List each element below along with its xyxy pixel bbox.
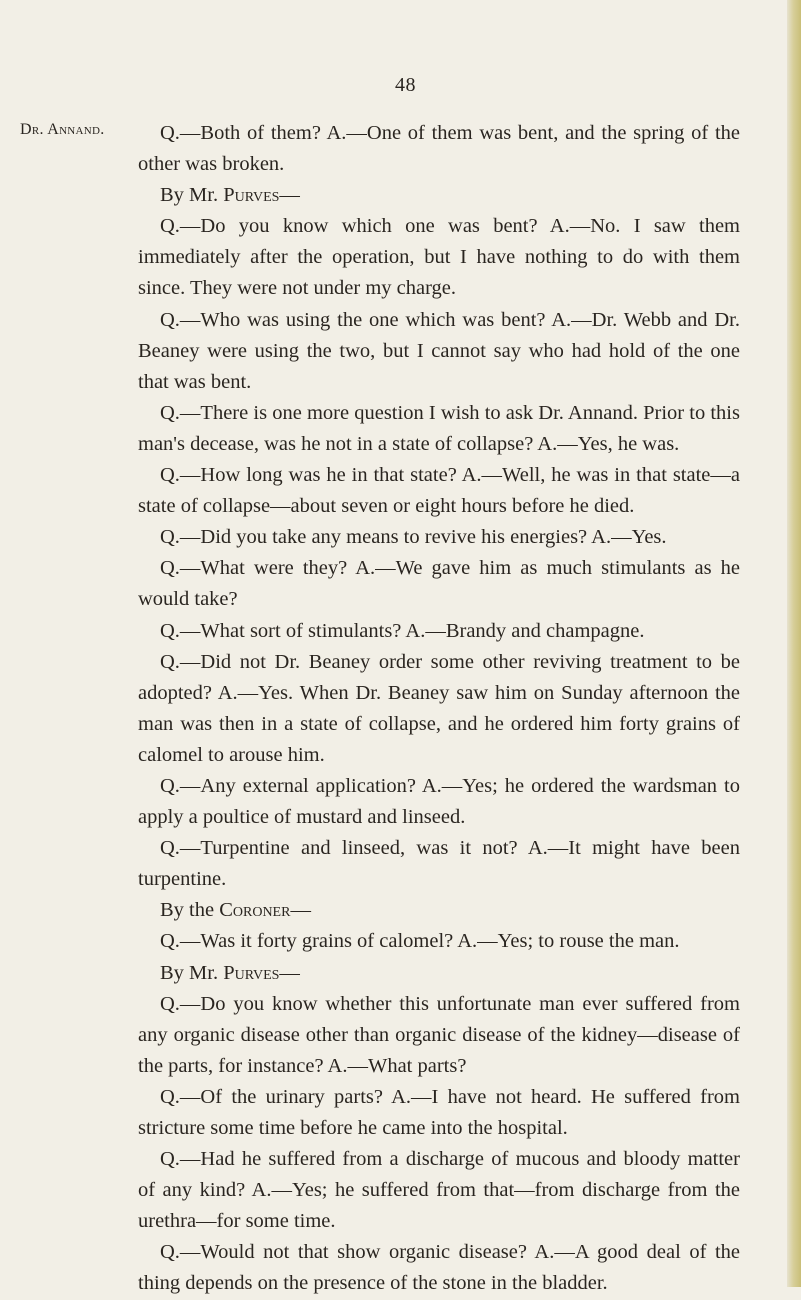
examiner-name: Purves xyxy=(223,184,280,207)
qa-paragraph: Q.—Do you know which one was bent? A.—No. I saw them immediately after the operation, but I have nothing to do with them since. They were not under my charge. xyxy=(138,215,740,300)
byline-suffix: — xyxy=(279,961,300,984)
qa-paragraph: Q.—Would not that show organic disease? A.—A good deal of the thing depends on the presence of the stone in the bladder. xyxy=(138,1241,740,1295)
transcript-body xyxy=(138,118,740,1300)
examiner-byline xyxy=(138,958,740,989)
qa-paragraph: Q.—Was it forty grains of calomel? A.—Yes; to rouse the man. xyxy=(160,930,680,953)
qa-paragraph: Q.—Both of them? A.—One of them was bent, and the spring of the other was broken. xyxy=(138,122,740,176)
qa-paragraph: Q.—Do you know whether this unfortunate man ever suffered from any organic disease other than organic disease of the kidney—disease of the parts, for instance? A.—What parts? xyxy=(138,992,740,1077)
page-number: 48 xyxy=(395,74,416,96)
qa-paragraph: Q.—Of the urinary parts? A.—I have not heard. He suffered from stricture some time before he came into the hospital. xyxy=(138,1085,740,1139)
qa-paragraph: Q.—Who was using the one which was bent? A.—Dr. Webb and Dr. Beaney were using the two, but I cannot say who had hold of the one that was bent. xyxy=(138,308,740,393)
page-edge xyxy=(787,0,801,1287)
qa-paragraph: Q.—Had he suffered from a discharge of mucous and bloody matter of any kind? A.—Yes; he suffered from that—from discharge from the urethra—for some time. xyxy=(138,1148,740,1233)
qa-paragraph: Q.—How long was he in that state? A.—Well, he was in that state—a state of collapse—about seven or eight hours before he died. xyxy=(138,464,740,518)
byline-suffix: — xyxy=(290,899,311,922)
byline-prefix: By Mr. xyxy=(160,961,224,984)
qa-paragraph: Q.—Any external application? A.—Yes; he ordered the wardsman to apply a poultice of mustard and linseed. xyxy=(138,774,740,829)
qa-paragraph: Q.—What sort of stimulants? A.—Brandy and champagne. xyxy=(160,619,645,642)
qa-paragraph: Q.—There is one more question I wish to ask Dr. Annand. Prior to this man's decease, was he not in a state of collapse? A.—Yes, he was. xyxy=(138,401,740,455)
qa-paragraph: Q.—What were they? A.—We gave him as much stimulants as he would take? xyxy=(138,557,740,611)
examiner-byline xyxy=(138,180,740,211)
examiner-byline xyxy=(138,895,740,926)
examiner-name: Purves xyxy=(223,961,280,984)
qa-paragraph: Q.—Did not Dr. Beaney order some other reviving treatment to be adopted? A.—Yes. When Dr. Beaney saw him on Sunday afternoon the man was then in a state of collapse, and he ordered him forty grains of calomel to arouse him. xyxy=(138,650,740,766)
byline-suffix: — xyxy=(279,184,300,207)
byline-prefix: By the xyxy=(160,899,220,922)
qa-paragraph: Q.—Did you take any means to revive his energies? A.—Yes. xyxy=(160,526,667,549)
speaker-label: Dr. Annand. xyxy=(20,121,105,138)
examiner-name: Coroner xyxy=(219,899,291,922)
qa-paragraph: Q.—Turpentine and linseed, was it not? A.—It might have been turpentine. xyxy=(138,837,740,891)
byline-prefix: By Mr. xyxy=(160,184,224,207)
